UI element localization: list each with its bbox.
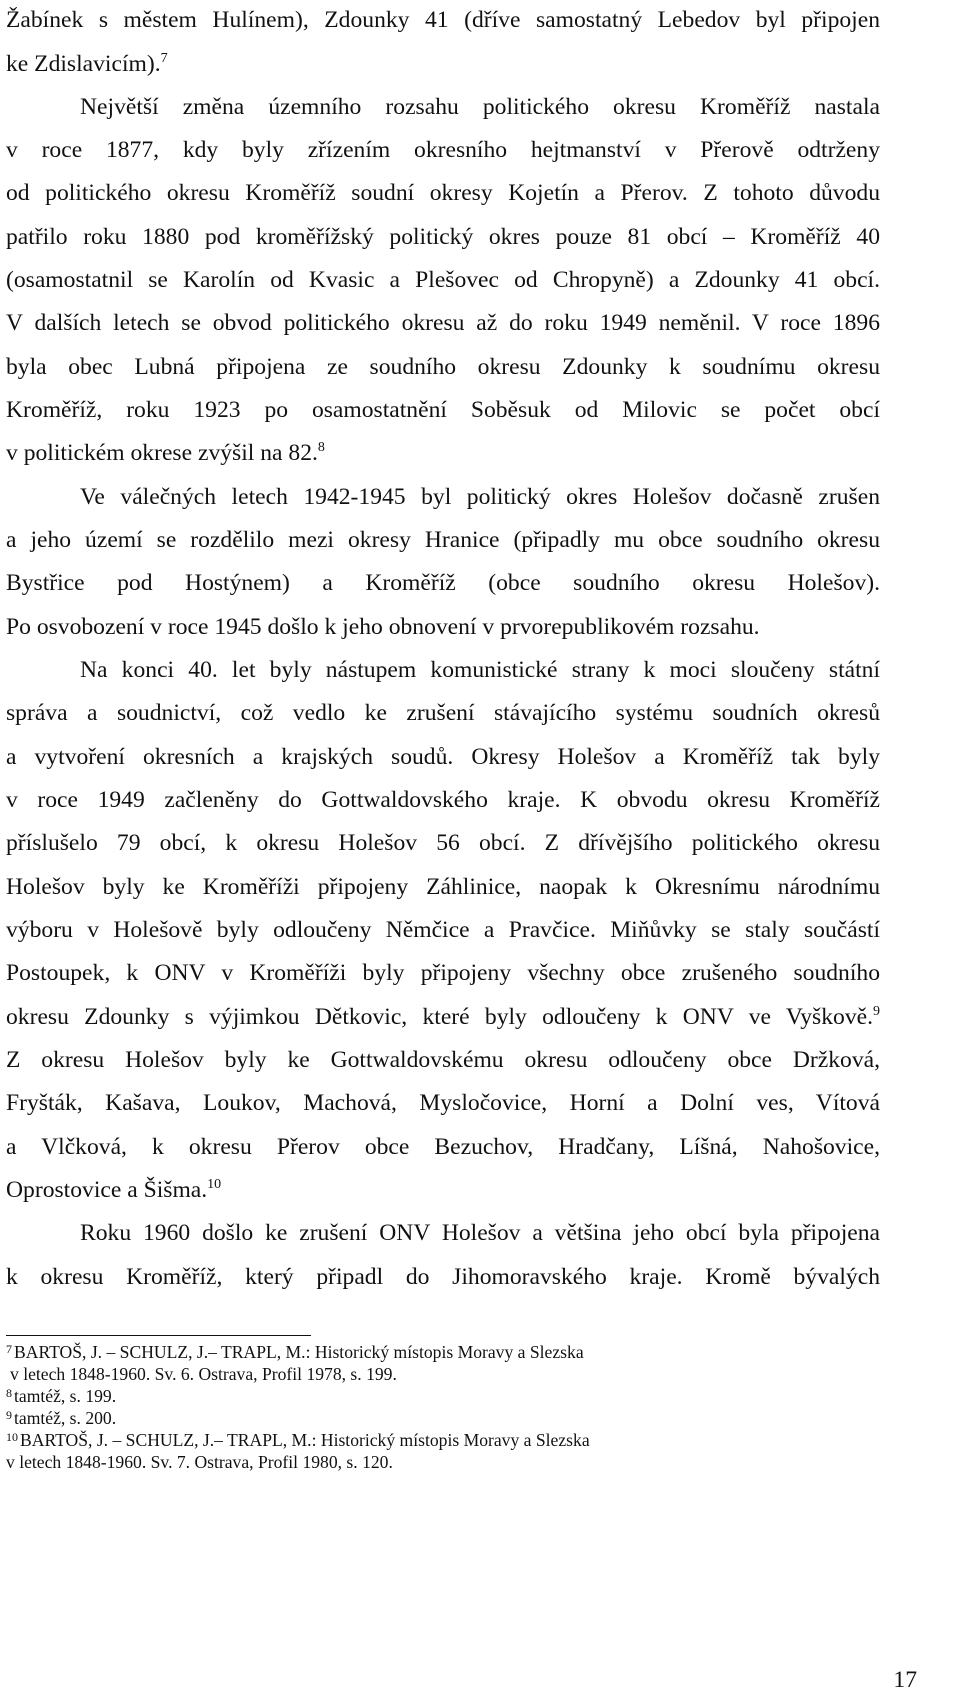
text-span: (osamostatnil se Karolín od Kvasic a Plešovec od Chropyně) a Zdounky 41 obcí.	[6, 267, 880, 293]
text-line	[6, 352, 880, 382]
text-line	[6, 49, 880, 79]
text-line	[80, 655, 880, 685]
text-line	[6, 568, 880, 598]
footnote-text: BARTOŠ, J. – SCHULZ, J.– TRAPL, M.: Historický místopis Moravy a Slezska	[20, 1430, 590, 1450]
footnote-text: v letech 1848-1960. Sv. 6. Ostrava, Profil 1978, s. 199.	[10, 1364, 397, 1384]
text-line	[6, 5, 880, 35]
text-span: a Vlčková, k okresu Přerov obce Bezuchov, Hradčany, Líšná, Nahošovice,	[6, 1134, 880, 1160]
text-line	[80, 1218, 880, 1248]
text-span: okresu Zdounky s výjimkou Dětkovic, které byly odloučeny k ONV ve Vyškově.	[6, 1004, 873, 1030]
text-line	[6, 915, 880, 945]
text-line	[6, 222, 880, 252]
text-line	[6, 785, 880, 815]
text-span: Na konci 40. let byly nástupem komunistické strany k moci sloučeny státní	[80, 657, 880, 683]
footnote	[6, 1407, 766, 1429]
text-line	[6, 872, 880, 902]
footnote-text: tamtéž, s. 200.	[14, 1408, 117, 1428]
text-span: v roce 1949 začleněny do Gottwaldovského kraje. K obvodu okresu Kroměříž	[6, 787, 880, 813]
text-span: Roku 1960 došlo ke zrušení ONV Holešov a většina jeho obcí byla připojena	[80, 1220, 880, 1246]
text-span: Žabínek s městem Hulínem), Zdounky 41 (dříve samostatný Lebedov byl připojen	[6, 7, 880, 33]
text-line	[6, 1132, 880, 1162]
text-span: od politického okresu Kroměříž soudní okresy Kojetín a Přerov. Z tohoto důvodu	[6, 180, 880, 206]
text-span: Oprostovice a Šišma.	[6, 1177, 208, 1203]
text-line	[80, 92, 880, 122]
text-span: Ve válečných letech 1942-1945 byl politický okres Holešov dočasně zrušen	[80, 484, 880, 510]
footnote-mark: 9	[6, 1408, 12, 1422]
text-line	[6, 958, 880, 988]
text-line	[6, 1045, 880, 1075]
text-span: Holešov byly ke Kroměříži připojeny Záhlinice, naopak k Okresnímu národnímu	[6, 874, 880, 900]
text-line	[6, 438, 880, 468]
text-line	[6, 828, 880, 858]
text-span: ke Zdislavicím).	[6, 51, 161, 77]
text-line	[6, 265, 880, 295]
text-line	[6, 395, 880, 425]
text-span: a jeho území se rozdělilo mezi okresy Hranice (připadly mu obce soudního okresu	[6, 527, 880, 553]
text-line	[6, 1088, 880, 1118]
footnote-mark: 8	[6, 1386, 12, 1400]
footnote-mark: 7	[6, 1342, 12, 1356]
footnote-ref-7: 7	[160, 51, 168, 66]
text-line	[6, 135, 880, 165]
text-span: Z okresu Holešov byly ke Gottwaldovskému okresu odloučeny obce Držková,	[6, 1047, 880, 1073]
text-line	[80, 482, 880, 512]
text-line	[6, 525, 880, 555]
text-span: v politickém okrese zvýšil na 82.	[6, 440, 318, 466]
text-line	[6, 1002, 880, 1032]
text-span: správa a soudnictví, což vedlo ke zrušení stávajícího systému soudních okresů	[6, 700, 880, 726]
text-line	[6, 308, 880, 338]
text-span: a vytvoření okresních a krajských soudů. Okresy Holešov a Kroměříž tak byly	[6, 744, 880, 770]
footnote	[6, 1385, 766, 1407]
footnote-text: BARTOŠ, J. – SCHULZ, J.– TRAPL, M.: Historický místopis Moravy a Slezska	[14, 1342, 584, 1362]
text-span: Největší změna územního rozsahu politického okresu Kroměříž nastala	[80, 94, 880, 120]
footnote-mark: 10	[6, 1430, 18, 1444]
text-line	[6, 742, 880, 772]
text-line	[6, 178, 880, 208]
text-span: Po osvobození v roce 1945 došlo k jeho obnovení v prvorepublikovém rozsahu.	[6, 614, 760, 640]
text-span: Bystřice pod Hostýnem) a Kroměříž (obce soudního okresu Holešov).	[6, 570, 880, 596]
page-number: 17	[893, 1667, 917, 1693]
text-span: Kroměříž, roku 1923 po osamostatnění Soběsuk od Milovic se počet obcí	[6, 397, 880, 423]
text-span: Fryšták, Kašava, Loukov, Machová, Mysločovice, Horní a Dolní ves, Vítová	[6, 1090, 880, 1116]
text-line	[6, 612, 880, 642]
footnote	[6, 1341, 766, 1363]
footnote-ref-10: 10	[207, 1177, 222, 1192]
text-line	[6, 1262, 880, 1292]
footnote-ref-9: 9	[873, 1004, 880, 1019]
text-span: patřilo roku 1880 pod kroměřížský politický okres pouze 81 obcí – Kroměříž 40	[6, 224, 880, 250]
footnote	[6, 1429, 766, 1451]
text-span: v roce 1877, kdy byly zřízením okresního hejtmanství v Přerově odtrženy	[6, 137, 880, 163]
text-line	[6, 698, 880, 728]
text-span: byla obec Lubná připojena ze soudního okresu Zdounky k soudnímu okresu	[6, 354, 880, 380]
text-span: Postoupek, k ONV v Kroměříži byly připojeny všechny obce zrušeného soudního	[6, 960, 880, 986]
footnote	[6, 1451, 766, 1473]
footnote-text: v letech 1848-1960. Sv. 7. Ostrava, Profil 1980, s. 120.	[6, 1452, 393, 1472]
footnote-ref-8: 8	[317, 440, 325, 455]
footnote-separator	[6, 1335, 311, 1336]
text-span: příslušelo 79 obcí, k okresu Holešov 56 obcí. Z dřívějšího politického okresu	[6, 830, 880, 856]
text-line	[6, 1175, 880, 1205]
footnote-text: tamtéž, s. 199.	[14, 1386, 117, 1406]
text-span: výboru v Holešově byly odloučeny Němčice a Pravčice. Miňůvky se staly součástí	[6, 917, 880, 943]
text-span: k okresu Kroměříž, který připadl do Jihomoravského kraje. Kromě bývalých	[6, 1264, 880, 1290]
footnote	[10, 1363, 770, 1385]
text-span: V dalších letech se obvod politického okresu až do roku 1949 neměnil. V roce 1896	[6, 310, 880, 336]
